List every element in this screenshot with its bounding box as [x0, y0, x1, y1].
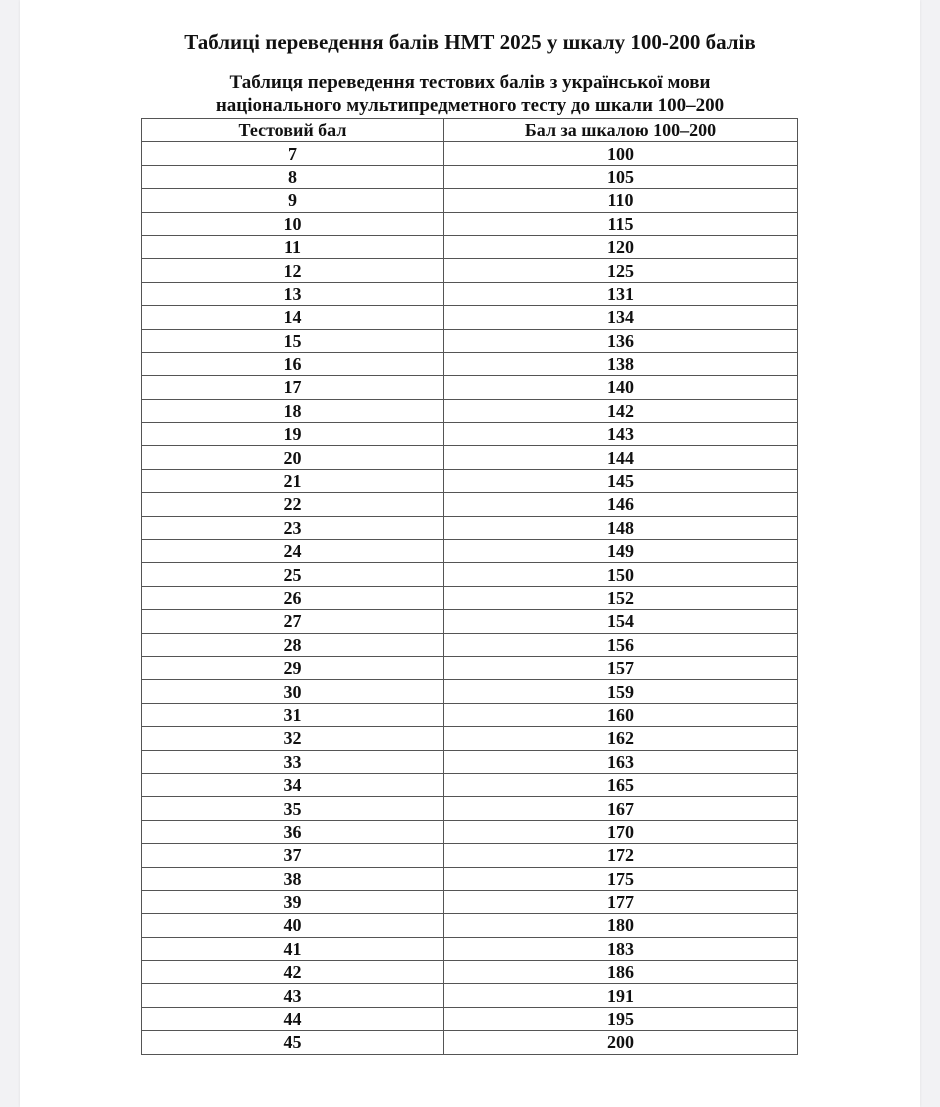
test-score-cell: 12 — [142, 259, 444, 282]
header-scaled-score: Бал за шкалою 100–200 — [444, 119, 798, 142]
test-score-cell: 26 — [142, 586, 444, 609]
table-row — [142, 773, 798, 796]
scaled-score-cell: 138 — [444, 352, 798, 375]
test-score-cell: 41 — [142, 937, 444, 960]
test-score-cell: 19 — [142, 423, 444, 446]
test-score-cell: 7 — [142, 142, 444, 165]
test-score-cell: 29 — [142, 656, 444, 679]
scaled-score-cell: 148 — [444, 516, 798, 539]
table-row — [142, 867, 798, 890]
table-row — [142, 750, 798, 773]
scaled-score-cell: 165 — [444, 773, 798, 796]
scaled-score-cell: 156 — [444, 633, 798, 656]
test-score-cell: 32 — [142, 727, 444, 750]
table-row — [142, 329, 798, 352]
test-score-cell: 42 — [142, 961, 444, 984]
test-score-cell: 13 — [142, 282, 444, 305]
test-score-cell: 38 — [142, 867, 444, 890]
table-row — [142, 376, 798, 399]
table-row — [142, 493, 798, 516]
table-row — [142, 352, 798, 375]
scaled-score-cell: 110 — [444, 189, 798, 212]
scaled-score-cell: 152 — [444, 586, 798, 609]
table-row — [142, 446, 798, 469]
table-row — [142, 961, 798, 984]
test-score-cell: 17 — [142, 376, 444, 399]
scaled-score-cell: 177 — [444, 890, 798, 913]
test-score-cell: 11 — [142, 235, 444, 258]
table-row — [142, 1007, 798, 1030]
table-body — [142, 142, 798, 1054]
test-score-cell: 23 — [142, 516, 444, 539]
table-row — [142, 914, 798, 937]
test-score-cell: 18 — [142, 399, 444, 422]
table-row — [142, 259, 798, 282]
test-score-cell: 36 — [142, 820, 444, 843]
table-row — [142, 306, 798, 329]
test-score-cell: 44 — [142, 1007, 444, 1030]
table-row — [142, 516, 798, 539]
test-score-cell: 9 — [142, 189, 444, 212]
scaled-score-cell: 144 — [444, 446, 798, 469]
scaled-score-cell: 140 — [444, 376, 798, 399]
scaled-score-cell: 131 — [444, 282, 798, 305]
test-score-cell: 40 — [142, 914, 444, 937]
scaled-score-cell: 154 — [444, 610, 798, 633]
scaled-score-cell: 149 — [444, 540, 798, 563]
test-score-cell: 16 — [142, 352, 444, 375]
table-row — [142, 189, 798, 212]
scaled-score-cell: 167 — [444, 797, 798, 820]
scaled-score-cell: 195 — [444, 1007, 798, 1030]
document-title: Таблиці переведення балів НМТ 2025 у шкалу 100-200 балів — [184, 30, 756, 54]
table-row — [142, 423, 798, 446]
test-score-cell: 45 — [142, 1031, 444, 1054]
scaled-score-cell: 157 — [444, 656, 798, 679]
test-score-cell: 43 — [142, 984, 444, 1007]
table-row — [142, 469, 798, 492]
scaled-score-cell: 150 — [444, 563, 798, 586]
scaled-score-cell: 146 — [444, 493, 798, 516]
table-caption — [20, 71, 920, 117]
table-row — [142, 235, 798, 258]
document-page — [20, 0, 920, 1107]
scaled-score-cell: 200 — [444, 1031, 798, 1054]
test-score-cell: 14 — [142, 306, 444, 329]
conversion-table — [141, 118, 798, 1055]
test-score-cell: 25 — [142, 563, 444, 586]
scaled-score-cell: 145 — [444, 469, 798, 492]
table-row — [142, 937, 798, 960]
scaled-score-cell: 160 — [444, 703, 798, 726]
test-score-cell: 10 — [142, 212, 444, 235]
table-row — [142, 142, 798, 165]
table-row — [142, 1031, 798, 1054]
test-score-cell: 24 — [142, 540, 444, 563]
table-row — [142, 680, 798, 703]
scaled-score-cell: 172 — [444, 844, 798, 867]
test-score-cell: 37 — [142, 844, 444, 867]
scaled-score-cell: 143 — [444, 423, 798, 446]
table-row — [142, 282, 798, 305]
scaled-score-cell: 134 — [444, 306, 798, 329]
test-score-cell: 39 — [142, 890, 444, 913]
table-row — [142, 540, 798, 563]
scaled-score-cell: 163 — [444, 750, 798, 773]
scaled-score-cell: 100 — [444, 142, 798, 165]
test-score-cell: 22 — [142, 493, 444, 516]
table-row — [142, 984, 798, 1007]
test-score-cell: 27 — [142, 610, 444, 633]
test-score-cell: 31 — [142, 703, 444, 726]
scaled-score-cell: 170 — [444, 820, 798, 843]
table-row — [142, 633, 798, 656]
scaled-score-cell: 183 — [444, 937, 798, 960]
test-score-cell: 34 — [142, 773, 444, 796]
scaled-score-cell: 105 — [444, 165, 798, 188]
table-caption-line-1: Таблиця переведення тестових балів з української мови — [229, 72, 711, 93]
table-row — [142, 399, 798, 422]
table-row — [142, 586, 798, 609]
table-row — [142, 797, 798, 820]
test-score-cell: 30 — [142, 680, 444, 703]
test-score-cell: 21 — [142, 469, 444, 492]
test-score-cell: 35 — [142, 797, 444, 820]
table-caption-line-2: національного мультипредметного тесту до шкали 100–200 — [215, 95, 725, 116]
scaled-score-cell: 120 — [444, 235, 798, 258]
scaled-score-cell: 186 — [444, 961, 798, 984]
table-row — [142, 563, 798, 586]
scaled-score-cell: 115 — [444, 212, 798, 235]
table-row — [142, 165, 798, 188]
test-score-cell: 20 — [142, 446, 444, 469]
test-score-cell: 15 — [142, 329, 444, 352]
scaled-score-cell: 191 — [444, 984, 798, 1007]
scaled-score-cell: 142 — [444, 399, 798, 422]
test-score-cell: 28 — [142, 633, 444, 656]
test-score-cell: 33 — [142, 750, 444, 773]
table-row — [142, 212, 798, 235]
scaled-score-cell: 125 — [444, 259, 798, 282]
scaled-score-cell: 159 — [444, 680, 798, 703]
table-row — [142, 703, 798, 726]
scaled-score-cell: 180 — [444, 914, 798, 937]
table-row — [142, 820, 798, 843]
table-row — [142, 890, 798, 913]
table-row — [142, 610, 798, 633]
table-row — [142, 844, 798, 867]
scaled-score-cell: 162 — [444, 727, 798, 750]
table-row — [142, 656, 798, 679]
header-test-score: Тестовий бал — [142, 119, 444, 142]
test-score-cell: 8 — [142, 165, 444, 188]
table-header-row — [142, 119, 798, 142]
table-row — [142, 727, 798, 750]
scaled-score-cell: 175 — [444, 867, 798, 890]
scaled-score-cell: 136 — [444, 329, 798, 352]
